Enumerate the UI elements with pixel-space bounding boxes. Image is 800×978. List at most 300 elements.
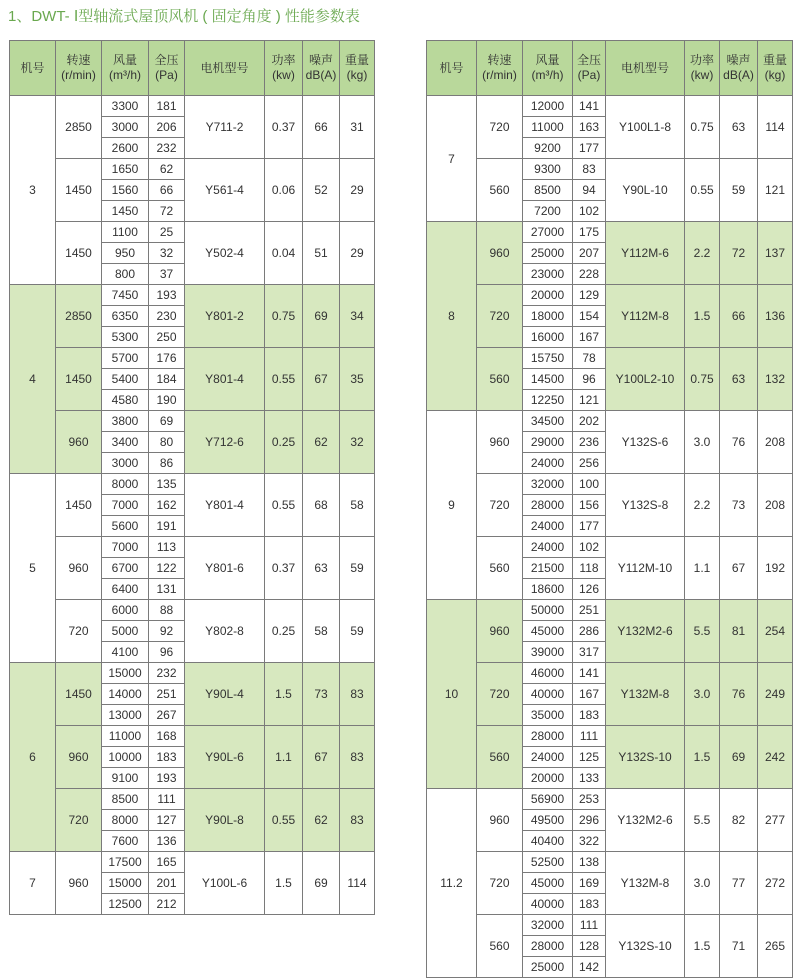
machine-number-cell: 6 <box>10 663 56 852</box>
airflow-cell: 8500 <box>523 180 573 201</box>
pressure-cell: 66 <box>149 180 185 201</box>
header-motor <box>185 41 265 96</box>
header-label: 风量 <box>112 53 137 67</box>
weight-cell: 136 <box>758 285 793 348</box>
header-label: 全压 <box>154 53 179 67</box>
weight-cell: 114 <box>758 96 793 159</box>
pressure-cell: 96 <box>573 369 606 390</box>
noise-cell: 73 <box>303 663 340 726</box>
noise-cell: 52 <box>303 159 340 222</box>
noise-cell: 62 <box>303 789 340 852</box>
pressure-cell: 118 <box>573 558 606 579</box>
speed-cell: 1450 <box>56 474 102 537</box>
speed-cell: 720 <box>477 285 523 348</box>
header-label: 重量 <box>344 53 369 67</box>
speed-cell: 720 <box>477 474 523 537</box>
header-noise <box>720 41 758 96</box>
pressure-cell: 88 <box>149 600 185 621</box>
motor-model-cell: Y132M-8 <box>606 663 685 726</box>
weight-cell: 83 <box>340 726 375 789</box>
machine-number-cell: 7 <box>427 96 477 222</box>
power-cell: 3.0 <box>685 411 720 474</box>
airflow-cell: 5300 <box>102 327 149 348</box>
pressure-cell: 154 <box>573 306 606 327</box>
pressure-cell: 317 <box>573 642 606 663</box>
airflow-cell: 29000 <box>523 432 573 453</box>
motor-model-cell: Y132M-8 <box>606 852 685 915</box>
airflow-cell: 4580 <box>102 390 149 411</box>
machine-number-cell: 7 <box>10 852 56 915</box>
airflow-cell: 950 <box>102 243 149 264</box>
pressure-cell: 183 <box>573 705 606 726</box>
pressure-cell: 83 <box>573 159 606 180</box>
table-header-row <box>427 41 793 96</box>
speed-cell: 720 <box>477 96 523 159</box>
pressure-cell: 96 <box>149 642 185 663</box>
airflow-cell: 12000 <box>523 96 573 117</box>
header-machine <box>427 41 477 96</box>
power-cell: 0.75 <box>685 96 720 159</box>
header-pressure <box>573 41 606 96</box>
table-row <box>10 600 375 621</box>
speed-cell: 960 <box>477 411 523 474</box>
weight-cell: 31 <box>340 96 375 159</box>
pressure-cell: 121 <box>573 390 606 411</box>
speed-cell: 560 <box>477 537 523 600</box>
weight-cell: 272 <box>758 852 793 915</box>
table-row <box>10 537 375 558</box>
table-row <box>427 411 793 432</box>
pressure-cell: 80 <box>149 432 185 453</box>
header-label: (Pa) <box>155 68 178 82</box>
power-cell: 1.5 <box>685 726 720 789</box>
speed-cell: 560 <box>477 159 523 222</box>
airflow-cell: 14500 <box>523 369 573 390</box>
noise-cell: 63 <box>720 96 758 159</box>
weight-cell: 32 <box>340 411 375 474</box>
header-label: (m³/h) <box>531 68 564 82</box>
power-cell: 0.25 <box>265 600 303 663</box>
speed-cell: 1450 <box>56 222 102 285</box>
pressure-cell: 32 <box>149 243 185 264</box>
header-label: (r/min) <box>482 68 517 82</box>
pressure-cell: 126 <box>573 579 606 600</box>
noise-cell: 69 <box>303 285 340 348</box>
airflow-cell: 9200 <box>523 138 573 159</box>
airflow-cell: 32000 <box>523 915 573 936</box>
speed-cell: 960 <box>477 789 523 852</box>
header-label: 全压 <box>576 53 601 67</box>
airflow-cell: 24000 <box>523 537 573 558</box>
airflow-cell: 1560 <box>102 180 149 201</box>
airflow-cell: 12500 <box>102 894 149 915</box>
airflow-cell: 5400 <box>102 369 149 390</box>
weight-cell: 132 <box>758 348 793 411</box>
pressure-cell: 125 <box>573 747 606 768</box>
airflow-cell: 25000 <box>523 243 573 264</box>
noise-cell: 68 <box>303 474 340 537</box>
weight-cell: 137 <box>758 222 793 285</box>
airflow-cell: 11000 <box>523 117 573 138</box>
header-weight <box>340 41 375 96</box>
page-title: 1、DWT- Ⅰ型轴流式屋顶风机 ( 固定角度 ) 性能参数表 <box>8 8 360 25</box>
airflow-cell: 7450 <box>102 285 149 306</box>
motor-model-cell: Y112M-10 <box>606 537 685 600</box>
pressure-cell: 168 <box>149 726 185 747</box>
airflow-cell: 24000 <box>523 453 573 474</box>
airflow-cell: 4100 <box>102 642 149 663</box>
airflow-cell: 39000 <box>523 642 573 663</box>
pressure-cell: 253 <box>573 789 606 810</box>
airflow-cell: 20000 <box>523 768 573 789</box>
pressure-cell: 128 <box>573 936 606 957</box>
pressure-cell: 163 <box>573 117 606 138</box>
pressure-cell: 162 <box>149 495 185 516</box>
pressure-cell: 286 <box>573 621 606 642</box>
power-cell: 1.5 <box>685 285 720 348</box>
airflow-cell: 15000 <box>102 873 149 894</box>
header-weight <box>758 41 793 96</box>
header-label: 噪声 <box>308 53 333 67</box>
pressure-cell: 136 <box>149 831 185 852</box>
machine-number-cell: 3 <box>10 96 56 285</box>
speed-cell: 960 <box>56 726 102 789</box>
table-row <box>10 474 375 495</box>
pressure-cell: 190 <box>149 390 185 411</box>
power-cell: 0.25 <box>265 411 303 474</box>
table-row <box>427 600 793 621</box>
motor-model-cell: Y100L2-10 <box>606 348 685 411</box>
pressure-cell: 138 <box>573 852 606 873</box>
pressure-cell: 184 <box>149 369 185 390</box>
pressure-cell: 156 <box>573 495 606 516</box>
noise-cell: 58 <box>303 600 340 663</box>
power-cell: 2.2 <box>685 222 720 285</box>
weight-cell: 208 <box>758 474 793 537</box>
motor-model-cell: Y90L-10 <box>606 159 685 222</box>
airflow-cell: 7600 <box>102 831 149 852</box>
airflow-cell: 5600 <box>102 516 149 537</box>
header-label: (r/min) <box>61 68 96 82</box>
weight-cell: 83 <box>340 789 375 852</box>
noise-cell: 66 <box>303 96 340 159</box>
noise-cell: 62 <box>303 411 340 474</box>
airflow-cell: 45000 <box>523 621 573 642</box>
power-cell: 0.75 <box>265 285 303 348</box>
airflow-cell: 8500 <box>102 789 149 810</box>
header-noise <box>303 41 340 96</box>
noise-cell: 51 <box>303 222 340 285</box>
performance-table-left <box>9 40 375 915</box>
header-pressure <box>149 41 185 96</box>
airflow-cell: 45000 <box>523 873 573 894</box>
pressure-cell: 72 <box>149 201 185 222</box>
pressure-cell: 175 <box>573 222 606 243</box>
airflow-cell: 40000 <box>523 894 573 915</box>
table-row <box>427 96 793 117</box>
power-cell: 5.5 <box>685 600 720 663</box>
header-label: (kg) <box>764 68 786 82</box>
noise-cell: 76 <box>720 663 758 726</box>
airflow-cell: 17500 <box>102 852 149 873</box>
motor-model-cell: Y801-4 <box>185 348 265 411</box>
header-label: 重量 <box>762 53 787 67</box>
speed-cell: 560 <box>477 348 523 411</box>
noise-cell: 59 <box>720 159 758 222</box>
airflow-cell: 7000 <box>102 495 149 516</box>
airflow-cell: 1450 <box>102 201 149 222</box>
motor-model-cell: Y132M2-6 <box>606 789 685 852</box>
speed-cell: 720 <box>56 789 102 852</box>
header-label: (m³/h) <box>109 68 141 82</box>
pressure-cell: 250 <box>149 327 185 348</box>
table-row <box>10 852 375 873</box>
airflow-cell: 7200 <box>523 201 573 222</box>
airflow-cell: 12250 <box>523 390 573 411</box>
noise-cell: 73 <box>720 474 758 537</box>
airflow-cell: 1650 <box>102 159 149 180</box>
speed-cell: 1450 <box>56 663 102 726</box>
weight-cell: 114 <box>340 852 375 915</box>
table-row <box>10 96 375 117</box>
noise-cell: 66 <box>720 285 758 348</box>
airflow-cell: 28000 <box>523 495 573 516</box>
table-row <box>10 285 375 306</box>
airflow-cell: 13000 <box>102 705 149 726</box>
pressure-cell: 102 <box>573 201 606 222</box>
pressure-cell: 296 <box>573 810 606 831</box>
weight-cell: 58 <box>340 474 375 537</box>
airflow-cell: 50000 <box>523 600 573 621</box>
table-row <box>10 663 375 684</box>
motor-model-cell: Y132M2-6 <box>606 600 685 663</box>
noise-cell: 76 <box>720 411 758 474</box>
power-cell: 0.75 <box>685 348 720 411</box>
motor-model-cell: Y712-6 <box>185 411 265 474</box>
weight-cell: 192 <box>758 537 793 600</box>
pressure-cell: 193 <box>149 768 185 789</box>
pressure-cell: 183 <box>573 894 606 915</box>
noise-cell: 69 <box>303 852 340 915</box>
airflow-cell: 3800 <box>102 411 149 432</box>
power-cell: 0.55 <box>265 789 303 852</box>
airflow-cell: 10000 <box>102 747 149 768</box>
pressure-cell: 111 <box>573 726 606 747</box>
airflow-cell: 5000 <box>102 621 149 642</box>
airflow-cell: 11000 <box>102 726 149 747</box>
table-row <box>427 285 793 306</box>
noise-cell: 81 <box>720 600 758 663</box>
weight-cell: 29 <box>340 222 375 285</box>
header-motor <box>606 41 685 96</box>
airflow-cell: 16000 <box>523 327 573 348</box>
table-row <box>427 348 793 369</box>
header-label: dB(A) <box>305 68 337 82</box>
speed-cell: 720 <box>56 600 102 663</box>
pressure-cell: 141 <box>573 96 606 117</box>
pressure-cell: 37 <box>149 264 185 285</box>
weight-cell: 277 <box>758 789 793 852</box>
table-row <box>427 663 793 684</box>
weight-cell: 242 <box>758 726 793 789</box>
header-airflow <box>523 41 573 96</box>
pressure-cell: 25 <box>149 222 185 243</box>
airflow-cell: 5700 <box>102 348 149 369</box>
speed-cell: 960 <box>56 411 102 474</box>
power-cell: 0.06 <box>265 159 303 222</box>
speed-cell: 560 <box>477 726 523 789</box>
airflow-cell: 52500 <box>523 852 573 873</box>
pressure-cell: 135 <box>149 474 185 495</box>
machine-number-cell: 5 <box>10 474 56 663</box>
airflow-cell: 18600 <box>523 579 573 600</box>
power-cell: 0.04 <box>265 222 303 285</box>
speed-cell: 960 <box>477 600 523 663</box>
header-label: 电机型号 <box>200 60 249 75</box>
table-row <box>427 474 793 495</box>
table-row <box>427 915 793 936</box>
airflow-cell: 6700 <box>102 558 149 579</box>
weight-cell: 83 <box>340 663 375 726</box>
airflow-cell: 9100 <box>102 768 149 789</box>
pressure-cell: 256 <box>573 453 606 474</box>
power-cell: 0.55 <box>685 159 720 222</box>
power-cell: 3.0 <box>685 852 720 915</box>
pressure-cell: 86 <box>149 453 185 474</box>
header-label: 转速 <box>487 53 512 67</box>
airflow-cell: 15750 <box>523 348 573 369</box>
noise-cell: 63 <box>303 537 340 600</box>
airflow-cell: 23000 <box>523 264 573 285</box>
header-label: dB(A) <box>723 68 754 82</box>
airflow-cell: 14000 <box>102 684 149 705</box>
speed-cell: 720 <box>477 852 523 915</box>
speed-cell: 1450 <box>56 348 102 411</box>
header-label: 功率 <box>271 53 296 67</box>
motor-model-cell: Y711-2 <box>185 96 265 159</box>
table-row <box>427 222 793 243</box>
table-row <box>10 789 375 810</box>
speed-cell: 2850 <box>56 285 102 348</box>
airflow-cell: 49500 <box>523 810 573 831</box>
table-row <box>10 222 375 243</box>
pressure-cell: 62 <box>149 159 185 180</box>
pressure-cell: 169 <box>573 873 606 894</box>
power-cell: 0.37 <box>265 537 303 600</box>
noise-cell: 67 <box>303 348 340 411</box>
airflow-cell: 8000 <box>102 810 149 831</box>
pressure-cell: 167 <box>573 684 606 705</box>
airflow-cell: 35000 <box>523 705 573 726</box>
airflow-cell: 8000 <box>102 474 149 495</box>
pressure-cell: 193 <box>149 285 185 306</box>
power-cell: 1.5 <box>685 915 720 978</box>
machine-number-cell: 11.2 <box>427 789 477 978</box>
header-label: 风量 <box>535 53 560 67</box>
power-cell: 1.1 <box>685 537 720 600</box>
header-label: 噪声 <box>726 53 751 67</box>
speed-cell: 560 <box>477 915 523 978</box>
pressure-cell: 177 <box>573 138 606 159</box>
motor-model-cell: Y502-4 <box>185 222 265 285</box>
pressure-cell: 228 <box>573 264 606 285</box>
pressure-cell: 322 <box>573 831 606 852</box>
pressure-cell: 78 <box>573 348 606 369</box>
airflow-cell: 2600 <box>102 138 149 159</box>
power-cell: 1.5 <box>265 852 303 915</box>
table-row <box>427 789 793 810</box>
airflow-cell: 24000 <box>523 747 573 768</box>
pressure-cell: 113 <box>149 537 185 558</box>
pressure-cell: 191 <box>149 516 185 537</box>
speed-cell: 720 <box>477 663 523 726</box>
table-row <box>10 411 375 432</box>
motor-model-cell: Y90L-8 <box>185 789 265 852</box>
power-cell: 2.2 <box>685 474 720 537</box>
pressure-cell: 232 <box>149 138 185 159</box>
airflow-cell: 20000 <box>523 285 573 306</box>
motor-model-cell: Y90L-6 <box>185 726 265 789</box>
pressure-cell: 251 <box>573 600 606 621</box>
weight-cell: 121 <box>758 159 793 222</box>
airflow-cell: 56900 <box>523 789 573 810</box>
weight-cell: 34 <box>340 285 375 348</box>
airflow-cell: 25000 <box>523 957 573 978</box>
header-label: 机号 <box>20 60 45 75</box>
pressure-cell: 230 <box>149 306 185 327</box>
pressure-cell: 183 <box>149 747 185 768</box>
pressure-cell: 202 <box>573 411 606 432</box>
power-cell: 0.55 <box>265 474 303 537</box>
machine-number-cell: 8 <box>427 222 477 411</box>
noise-cell: 67 <box>303 726 340 789</box>
motor-model-cell: Y132S-6 <box>606 411 685 474</box>
header-label: (kw) <box>690 68 714 82</box>
weight-cell: 29 <box>340 159 375 222</box>
weight-cell: 208 <box>758 411 793 474</box>
pressure-cell: 207 <box>573 243 606 264</box>
machine-number-cell: 9 <box>427 411 477 600</box>
noise-cell: 71 <box>720 915 758 978</box>
table-row <box>427 159 793 180</box>
weight-cell: 249 <box>758 663 793 726</box>
header-airflow <box>102 41 149 96</box>
table-row <box>10 348 375 369</box>
power-cell: 5.5 <box>685 789 720 852</box>
power-cell: 0.37 <box>265 96 303 159</box>
airflow-cell: 28000 <box>523 936 573 957</box>
motor-model-cell: Y801-6 <box>185 537 265 600</box>
performance-table-right <box>426 40 793 978</box>
speed-cell: 2850 <box>56 96 102 159</box>
airflow-cell: 32000 <box>523 474 573 495</box>
airflow-cell: 40000 <box>523 684 573 705</box>
airflow-cell: 15000 <box>102 663 149 684</box>
pressure-cell: 206 <box>149 117 185 138</box>
airflow-cell: 3300 <box>102 96 149 117</box>
pressure-cell: 167 <box>573 327 606 348</box>
pressure-cell: 177 <box>573 516 606 537</box>
airflow-cell: 6350 <box>102 306 149 327</box>
airflow-cell: 21500 <box>523 558 573 579</box>
pressure-cell: 131 <box>149 579 185 600</box>
motor-model-cell: Y90L-4 <box>185 663 265 726</box>
airflow-cell: 40400 <box>523 831 573 852</box>
motor-model-cell: Y802-8 <box>185 600 265 663</box>
header-speed <box>477 41 523 96</box>
speed-cell: 1450 <box>56 159 102 222</box>
header-label: (kw) <box>272 68 295 82</box>
